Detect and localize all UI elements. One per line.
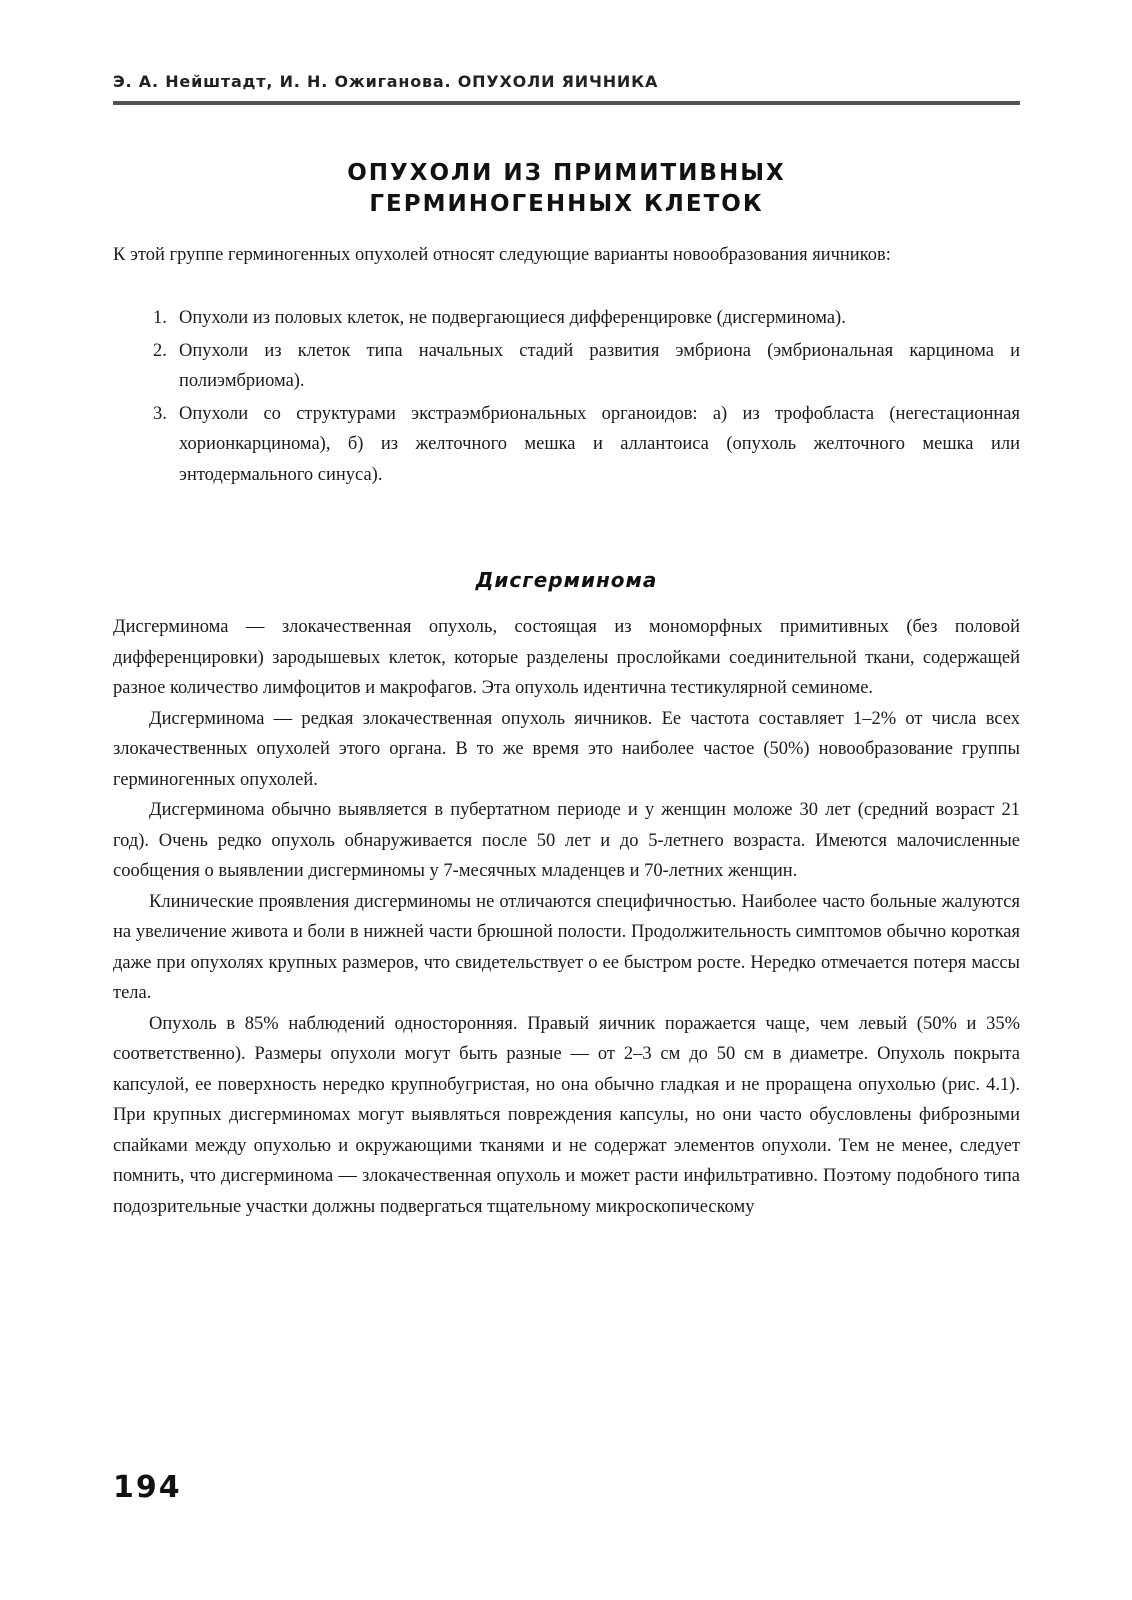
header-rule bbox=[113, 101, 1020, 105]
variant-list bbox=[113, 303, 1020, 492]
section-title: Дисгерминома bbox=[475, 568, 658, 592]
paragraph: Опухоль в 85% наблюдений односторонняя. Правый яичник поражается чаще, чем левый (50% и 35% соответственно). Размеры опухоли могут быть разные — от 2–3 см до 50 см в диаметре. Опухоль покрыта капсулой, ее поверхность нередко крупнобугристая, но она обычно гладкая и не проращена опухолью (рис. 4.1). При крупных дисгерминомах могут выявляться повреждения капсулы, но они часто обусловлены фиброзными спайками между опухолью и окружающими тканями и не содержат элементов опухоли. Тем не менее, следует помнить, что дисгерминома — злокачественная опухоль и может расти инфильтративно. Поэтому подобного типа подозрительные участки должны подвергаться тщательному микроскопическому bbox=[113, 1013, 1020, 1217]
list-item-number: 1. bbox=[153, 308, 167, 328]
chapter-title-line-1: ОПУХОЛИ ИЗ ПРИМИТИВНЫХ bbox=[347, 160, 786, 186]
list-item-number: 3. bbox=[153, 403, 167, 424]
list-item-text: Опухоли со структурами экстраэмбриональных органоидов: а) из трофобласта (негестационная хорионкарцинома), б) из желточного мешка и аллантоиса (опухоль желточного мешка или энтодермального синуса). bbox=[179, 403, 1020, 485]
paragraph: Дисгерминома — злокачественная опухоль, состоящая из мономорфных примитивных (без половой дифференцировки) зародышевых клеток, которые разделены прослойками соединительной ткани, содержащей разное количество лимфоцитов и макрофагов. Эта опухоль идентична тестикулярной семиноме. bbox=[113, 617, 1020, 698]
list-item bbox=[113, 399, 1020, 491]
list-item-text: Опухоли из половых клеток, не подвергающиеся дифференцировке (дисгерминома). bbox=[179, 308, 846, 328]
list-item-text: Опухоли из клеток типа начальных стадий развития эмбриона (эмбриональная карцинома и полиэмбриома). bbox=[179, 340, 1020, 391]
main-text bbox=[113, 612, 1020, 1222]
paragraph: Дисгерминома — редкая злокачественная опухоль яичников. Ее частота составляет 1–2% от числа всех злокачественных опухолей этого органа. В то же время это наиболее частое (50%) новообразование группы герминогенных опухолей. bbox=[113, 708, 1020, 790]
intro-paragraph: К этой группе герминогенных опухолей относят следующие варианты новообразования яичников: bbox=[113, 245, 891, 265]
paragraph: Дисгерминома обычно выявляется в пубертатном периоде и у женщин моложе 30 лет (средний возраст 21 год). Очень редко опухоль обнаруживается после 50 лет и до 5-летнего возраста. Имеются малочисленные сообщения о выявлении дисгерминомы у 7-месячных младенцев и 70-летних женщин. bbox=[113, 800, 1020, 881]
page-number: 194 bbox=[113, 1470, 182, 1505]
chapter-title bbox=[113, 158, 1020, 220]
list-item bbox=[113, 336, 1020, 397]
paragraph: Клинические проявления дисгерминомы не отличаются специфичностью. Наиболее часто больные жалуются на увеличение живота и боли в нижней части брюшной полости. Продолжительность симптомов обычно короткая даже при опухолях крупных размеров, что свидетельствует о ее быстром росте. Нередко отмечается потеря массы тела. bbox=[113, 891, 1020, 1003]
list-item bbox=[113, 303, 1020, 334]
running-head: Э. А. Нейштадт, И. Н. Ожиганова. ОПУХОЛИ ЯИЧНИКА bbox=[113, 72, 659, 91]
list-item-number: 2. bbox=[153, 340, 167, 361]
chapter-title-line-2: ГЕРМИНОГЕННЫХ КЛЕТОК bbox=[369, 191, 764, 217]
